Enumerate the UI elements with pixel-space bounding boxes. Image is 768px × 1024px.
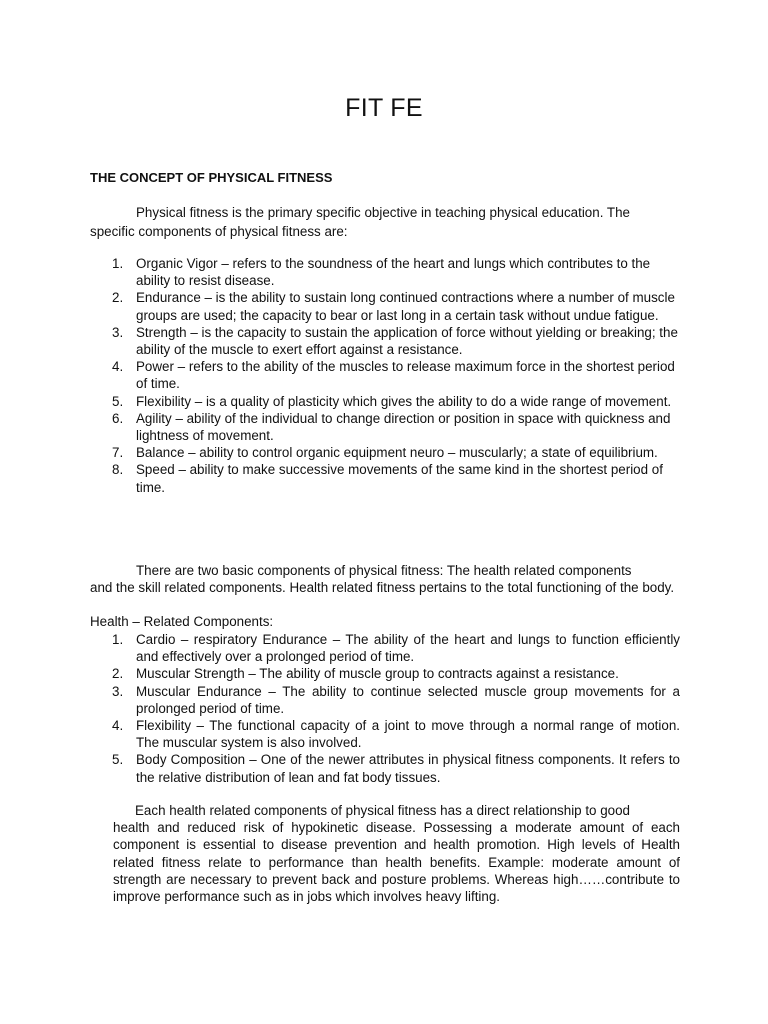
list-number: 7. [112,445,124,461]
list-item [90,393,680,410]
two-components-first-line: There are two basic components of physical fitness: The health related components [136,563,632,578]
health-relationship-rest: health and reduced risk of hypokinetic disease. Possessing a moderate amount of each component is essential to disease prevention and health promotion. High levels of Health related fitness relate to performance than health benefits. Example: moderate amount of strength are necessary to prevent back and posture problems. Whereas high……contribute to improve performance such as in jobs which involves heavy lifting. [113,820,680,905]
list-item-text: Power – refers to the ability of the muscles to release maximum force in the shortest period of time. [136,359,675,392]
list-item [90,289,680,323]
list-number: 4. [112,718,124,734]
list-number: 2. [112,290,124,306]
two-components-paragraph [90,562,680,596]
two-components-rest: and the skill related components. Health related fitness pertains to the total functioning of the body. [90,580,675,596]
list-number: 6. [112,410,124,426]
list-item-text: Balance – ability to control organic equipment neuro – muscularly; a state of equilibrium. [136,445,658,461]
list-item-text: Muscular Endurance – The ability to continue selected muscle group movements for a prolonged period of time. [136,683,680,716]
list-item-text: Muscular Strength – The ability of muscle group to contracts against a resistance. [136,666,619,682]
list-item-text: Speed – ability to make successive movements of the same kind in the shortest period of time. [136,462,663,495]
intro-paragraph [90,203,680,241]
list-number: 3. [112,324,124,340]
list-item [90,717,680,751]
list-item [90,631,680,665]
list-item-text: Endurance – is the ability to sustain long continued contractions where a number of muscle groups are used; the capacity to bear or last long in a certain task without undue fatigue. [136,290,675,323]
list-number: 3. [112,683,124,699]
list-item-text: Agility – ability of the individual to change direction or position in space with quickness and lightness of movement. [136,410,671,444]
list-item-text: Organic Vigor – refers to the soundness of the heart and lungs which contributes to the ability to resist disease. [136,256,651,289]
list-item [90,665,680,682]
list-item [90,410,680,444]
list-item [90,461,680,495]
list-number: 1. [112,632,124,647]
health-relationship-first-line: Each health related components of physical fitness has a direct relationship to good [135,803,631,818]
document-title: FIT FE [345,94,423,122]
list-number: 5. [112,393,124,409]
section-heading: THE CONCEPT OF PHYSICAL FITNESS [90,170,333,185]
list-number: 2. [112,666,124,682]
list-item [90,324,680,358]
list-item-text: Flexibility – The functional capacity of a joint to move through a normal range of motion. The muscular system is also involved. [136,718,680,751]
list-number: 8. [112,462,124,478]
list-number: 5. [112,752,124,768]
list-item [90,444,680,461]
list-item-text: Strength – is the capacity to sustain the application of force without yielding or breaking; the ability of the muscle to exert effort against a resistance. [136,324,678,358]
intro-line-2: specific components of physical fitness are: [90,224,348,239]
list-number: 4. [112,359,124,375]
list-item-text: Flexibility – is a quality of plasticity which gives the ability to do a wide range of movement. [136,393,672,409]
list-item [90,358,680,392]
health-relationship-paragraph [113,802,680,905]
health-components-list [90,631,680,786]
components-list [90,255,680,496]
list-item-text: Body Composition – One of the newer attributes in physical fitness components. It refers to the relative distribution of lean and fat body tissues. [136,752,680,785]
list-item [90,255,680,289]
health-components-label: Health – Related Components: [90,614,274,629]
list-number: 1. [112,256,124,271]
list-item-text: Cardio – respiratory Endurance – The ability of the heart and lungs to function efficiently and effectively over a prolonged period of time. [136,632,680,665]
intro-line-1: Physical fitness is the primary specific objective in teaching physical education. The [136,205,630,220]
list-item [90,683,680,717]
list-item [90,751,680,785]
